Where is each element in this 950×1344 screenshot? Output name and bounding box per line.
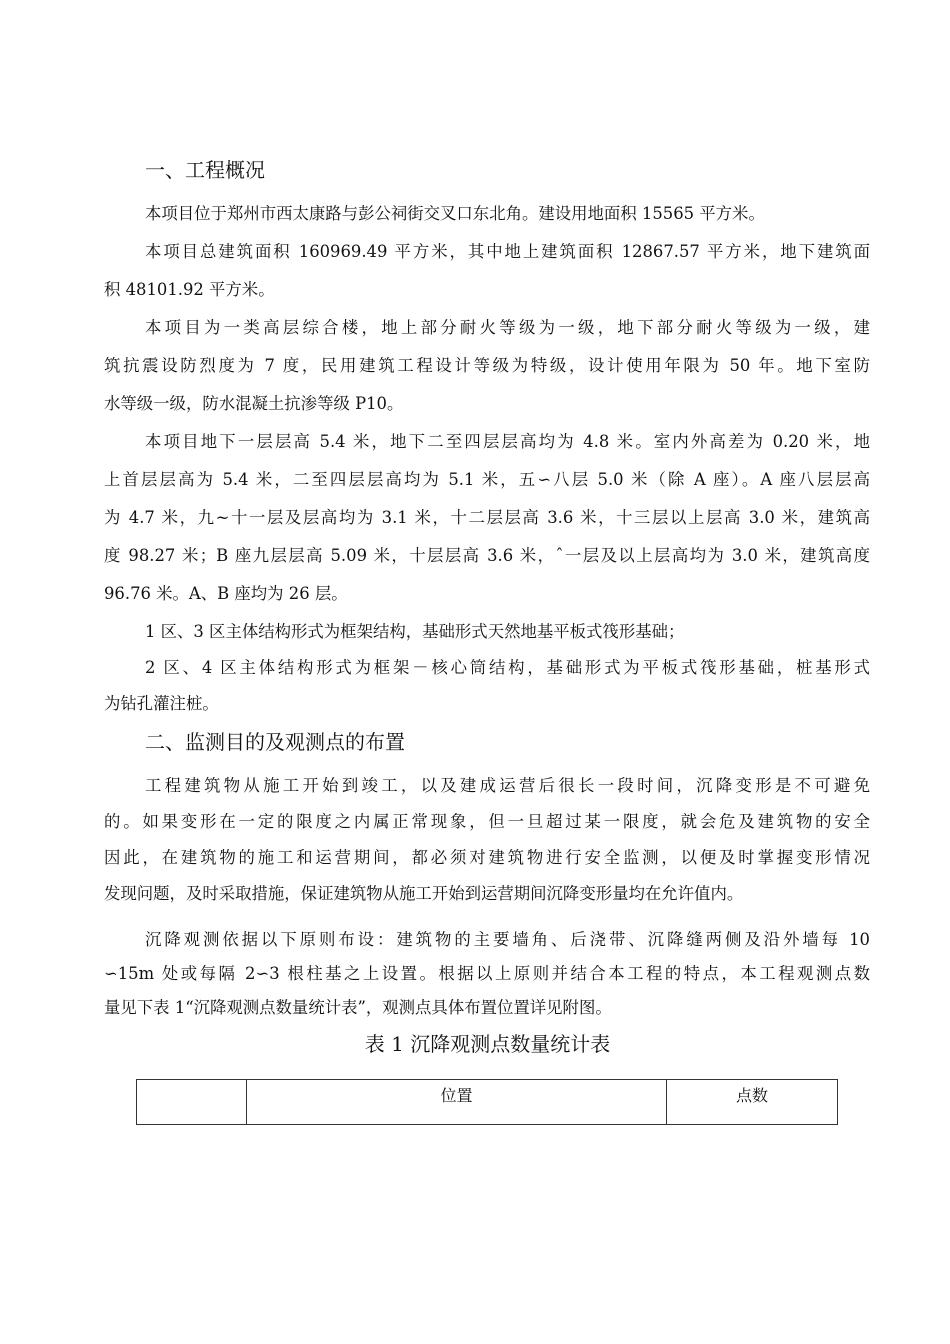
paragraph-line: 筑抗震设防烈度为 7 度，民用建筑工程设计等级为特级，设计使用年限为 50 年。地下室防 <box>104 356 870 375</box>
table-header-count: 点数 <box>667 1080 838 1125</box>
paragraph-line: 1 区、3 区主体结构形式为框架结构，基础形式天然地基平板式筏形基础； <box>145 622 685 641</box>
paragraph-line: 为 4.7 米，九~十一层及层高均为 3.1 米，十二层层高 3.6 米，十三层以上层高 3.0 米，建筑高 <box>104 508 870 527</box>
paragraph-line: 本项目地下一层层高 5.4 米，地下二至四层层高均为 4.8 米。室内外高差为 0.20 米，地 <box>145 432 870 451</box>
paragraph-line: 本项目为一类高层综合楼，地上部分耐火等级为一级，地下部分耐火等级为一级，建 <box>145 318 870 337</box>
paragraph-line: 本项目位于郑州市西太康路与彭公祠街交叉口东北角。建设用地面积 15565 平方米。 <box>145 204 765 223</box>
paragraph-line: 本项目总建筑面积 160969.49 平方米，其中地上建筑面积 12867.57 平方米，地下建筑面 <box>145 242 870 261</box>
paragraph-line: 发现问题，及时采取措施，保证建筑物从施工开始到运营期间沉降变形量均在允许值内。 <box>104 884 744 903</box>
paragraph-line: 2 区、4 区主体结构形式为框架－核心筒结构，基础形式为平板式筏形基础，桩基形式 <box>145 658 870 677</box>
table-caption: 表 1 沉降观测点数量统计表 <box>364 1032 611 1056</box>
paragraph-line: 积 48101.92 平方米。 <box>104 280 275 299</box>
paragraph-line: 因此，在建筑物的施工和运营期间，都必须对建筑物进行安全监测，以便及时掌握变形情况 <box>104 848 870 867</box>
table-header-row <box>137 1080 838 1125</box>
paragraph-line: 沉降观测依据以下原则布设：建筑物的主要墙角、后浇带、沉降缝两侧及沿外墙每 10 <box>145 930 870 949</box>
paragraph-line: 工程建筑物从施工开始到竣工，以及建成运营后很长一段时间，沉降变形是不可避免 <box>145 776 870 795</box>
section-1-heading: 一、工程概况 <box>145 158 265 182</box>
paragraph-line: 的。如果变形在一定的限度之内属正常现象，但一旦超过某一限度，就会危及建筑物的安全 <box>104 812 870 831</box>
settlement-points-table <box>136 1079 838 1125</box>
paragraph-line: ∽15m 处或每隔 2∽3 根柱基之上设置。根据以上原则并结合本工程的特点，本工程观测点数 <box>104 964 870 983</box>
table-header-location: 位置 <box>247 1080 667 1125</box>
paragraph-line: 上首层层高为 5.4 米，二至四层层高均为 5.1 米，五∽八层 5.0 米（除 A 座）。A 座八层层高 <box>104 470 870 489</box>
paragraph-line: 度 98.27 米；B 座九层层高 5.09 米，十层层高 3.6 米，ˆ一层及以上层高均为 3.0 米，建筑高度 <box>104 546 870 565</box>
section-2-heading: 二、监测目的及观测点的布置 <box>145 730 405 754</box>
paragraph-line: 量见下表 1“沉降观测点数量统计表”，观测点具体布置位置详见附图。 <box>104 998 612 1017</box>
paragraph-line: 96.76 米。A、B 座均为 26 层。 <box>104 584 348 603</box>
paragraph-line: 为钻孔灌注桩。 <box>104 694 219 713</box>
paragraph-line: 水等级一级，防水混凝土抗渗等级 P10。 <box>104 394 404 413</box>
table-header-cell <box>137 1080 247 1125</box>
